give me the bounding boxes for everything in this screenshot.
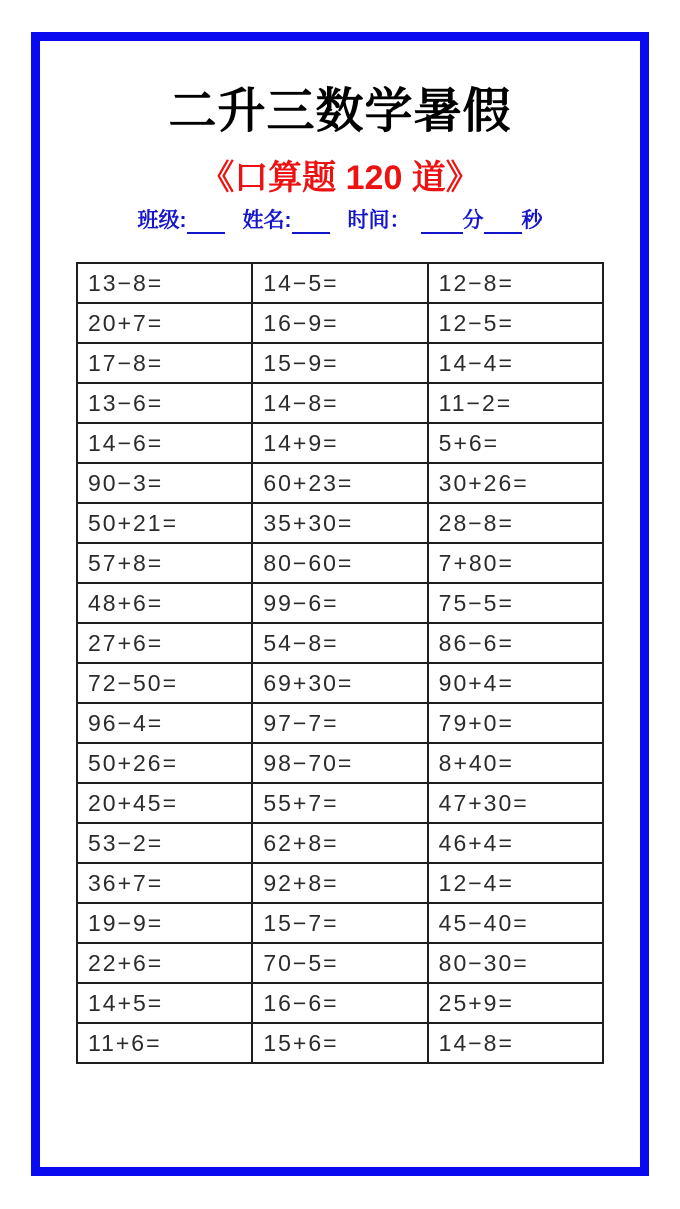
table-row bbox=[77, 303, 603, 343]
seconds-unit-label: 秒 bbox=[521, 209, 543, 232]
problem-cell: 70−5= bbox=[252, 943, 427, 983]
problem-cell: 50+21= bbox=[77, 503, 252, 543]
minutes-unit-label: 分 bbox=[462, 209, 484, 232]
problem-cell: 15−9= bbox=[252, 343, 427, 383]
problem-cell: 90+4= bbox=[428, 663, 603, 703]
page-subtitle: 《口算题 120 道》 bbox=[200, 159, 480, 197]
problem-cell: 25+9= bbox=[428, 983, 603, 1023]
table-row bbox=[77, 903, 603, 943]
problem-cell: 57+8= bbox=[77, 543, 252, 583]
table-row bbox=[77, 463, 603, 503]
problem-cell: 60+23= bbox=[252, 463, 427, 503]
problem-cell: 98−70= bbox=[252, 743, 427, 783]
problem-cell: 47+30= bbox=[428, 783, 603, 823]
problem-cell: 53−2= bbox=[77, 823, 252, 863]
table-row bbox=[77, 543, 603, 583]
problem-cell: 12−8= bbox=[428, 263, 603, 303]
problems-table bbox=[76, 262, 604, 1064]
problem-cell: 90−3= bbox=[77, 463, 252, 503]
problem-cell: 12−5= bbox=[428, 303, 603, 343]
table-row bbox=[77, 663, 603, 703]
info-line bbox=[0, 204, 680, 234]
problem-cell: 8+40= bbox=[428, 743, 603, 783]
problem-cell: 7+80= bbox=[428, 543, 603, 583]
table-row bbox=[77, 263, 603, 303]
table-row bbox=[77, 1023, 603, 1063]
problem-cell: 5+6= bbox=[428, 423, 603, 463]
problem-cell: 16−9= bbox=[252, 303, 427, 343]
problem-cell: 48+6= bbox=[77, 583, 252, 623]
problem-cell: 36+7= bbox=[77, 863, 252, 903]
problem-cell: 30+26= bbox=[428, 463, 603, 503]
problem-cell: 69+30= bbox=[252, 663, 427, 703]
problem-cell: 14−4= bbox=[428, 343, 603, 383]
problem-cell: 22+6= bbox=[77, 943, 252, 983]
problem-cell: 62+8= bbox=[252, 823, 427, 863]
table-row bbox=[77, 863, 603, 903]
problem-cell: 15+6= bbox=[252, 1023, 427, 1063]
table-row bbox=[77, 383, 603, 423]
time-label: 时间： bbox=[347, 209, 411, 232]
problem-cell: 14−8= bbox=[428, 1023, 603, 1063]
problem-cell: 72−50= bbox=[77, 663, 252, 703]
table-row bbox=[77, 783, 603, 823]
table-row bbox=[77, 943, 603, 983]
table-row bbox=[77, 823, 603, 863]
problem-cell: 46+4= bbox=[428, 823, 603, 863]
problem-cell: 14−8= bbox=[252, 383, 427, 423]
seconds-blank bbox=[484, 212, 522, 234]
minutes-blank bbox=[421, 212, 463, 234]
problem-cell: 80−60= bbox=[252, 543, 427, 583]
problem-cell: 55+7= bbox=[252, 783, 427, 823]
table-row bbox=[77, 343, 603, 383]
problem-cell: 50+26= bbox=[77, 743, 252, 783]
problem-cell: 20+45= bbox=[77, 783, 252, 823]
table-row bbox=[77, 743, 603, 783]
table-row bbox=[77, 583, 603, 623]
page-title: 二升三数学暑假 bbox=[168, 85, 512, 138]
problem-cell: 45−40= bbox=[428, 903, 603, 943]
table-row bbox=[77, 503, 603, 543]
class-blank bbox=[187, 212, 225, 234]
problem-cell: 11+6= bbox=[77, 1023, 252, 1063]
problem-cell: 27+6= bbox=[77, 623, 252, 663]
problem-cell: 14+9= bbox=[252, 423, 427, 463]
problem-cell: 97−7= bbox=[252, 703, 427, 743]
problem-cell: 11−2= bbox=[428, 383, 603, 423]
problem-cell: 13−8= bbox=[77, 263, 252, 303]
table-row bbox=[77, 423, 603, 463]
name-label: 姓名: bbox=[242, 209, 292, 232]
problem-cell: 19−9= bbox=[77, 903, 252, 943]
problem-cell: 35+30= bbox=[252, 503, 427, 543]
problem-cell: 86−6= bbox=[428, 623, 603, 663]
problem-cell: 92+8= bbox=[252, 863, 427, 903]
problem-cell: 20+7= bbox=[77, 303, 252, 343]
problem-cell: 14+5= bbox=[77, 983, 252, 1023]
problem-cell: 15−7= bbox=[252, 903, 427, 943]
problem-cell: 14−5= bbox=[252, 263, 427, 303]
problem-cell: 13−6= bbox=[77, 383, 252, 423]
name-blank bbox=[292, 212, 330, 234]
problem-cell: 80−30= bbox=[428, 943, 603, 983]
class-label: 班级: bbox=[137, 209, 187, 232]
problems-table-body bbox=[77, 263, 603, 1063]
table-row bbox=[77, 703, 603, 743]
problem-cell: 75−5= bbox=[428, 583, 603, 623]
problem-cell: 54−8= bbox=[252, 623, 427, 663]
problem-cell: 28−8= bbox=[428, 503, 603, 543]
table-row bbox=[77, 983, 603, 1023]
problem-cell: 12−4= bbox=[428, 863, 603, 903]
table-row bbox=[77, 623, 603, 663]
problem-cell: 99−6= bbox=[252, 583, 427, 623]
problem-cell: 79+0= bbox=[428, 703, 603, 743]
problem-cell: 96−4= bbox=[77, 703, 252, 743]
problem-cell: 17−8= bbox=[77, 343, 252, 383]
problem-cell: 14−6= bbox=[77, 423, 252, 463]
problem-cell: 16−6= bbox=[252, 983, 427, 1023]
